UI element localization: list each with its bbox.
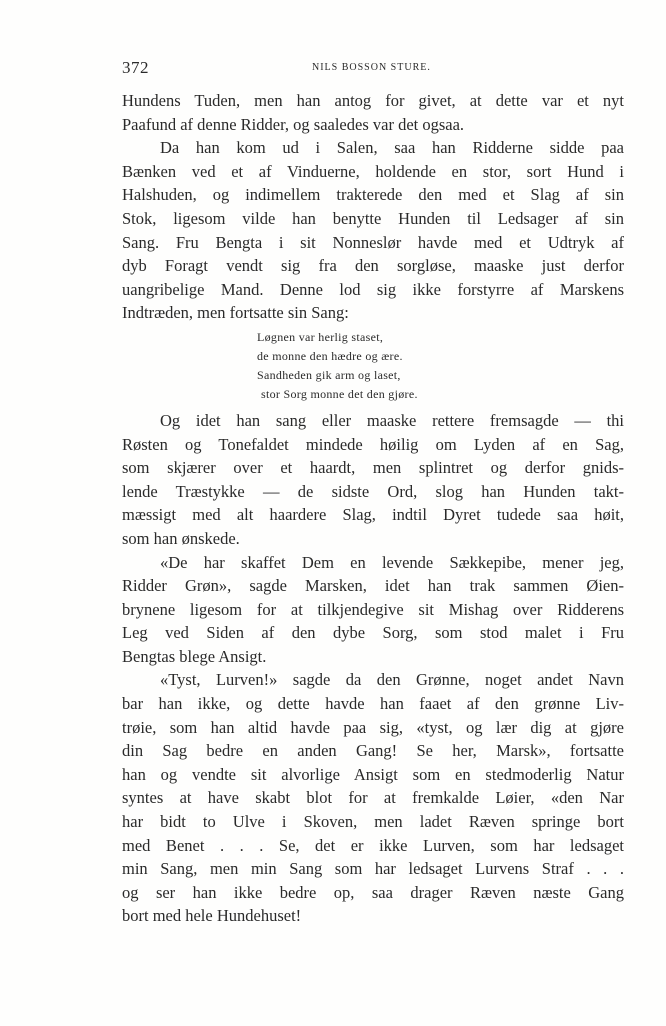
paragraph-4 bbox=[122, 551, 624, 669]
text-line: Leg ved Siden af den dybe Sorg, som stod malet i Fru bbox=[122, 623, 624, 643]
text-line: uangribelige Mand. Denne lod sig ikke forstyrre af Marskens bbox=[122, 279, 624, 299]
text-line: dyb Foragt vendt sig fra den sorgløse, maaske just derfor bbox=[122, 256, 624, 276]
text-line: har bidt to Ulve i Skoven, men ladet Ræven springe bort bbox=[122, 812, 624, 832]
text-line: mæssigt med alt haardere Slag, indtil Dyret tudede saa høit, bbox=[122, 505, 624, 525]
text-line: min Sang, men min Sang som har ledsaget Lurvens Straf . . . bbox=[122, 859, 624, 879]
text-line: bort med hele Hundehuset! bbox=[122, 906, 302, 926]
paragraph-1 bbox=[122, 89, 624, 136]
paragraph-3 bbox=[122, 409, 624, 551]
text-line: Bænken ved et af Vinduerne, holdende en stor, sort Hund i bbox=[122, 161, 624, 181]
text-line: Da han kom ud i Salen, saa han Ridderne sidde paa bbox=[160, 138, 624, 158]
page-header bbox=[122, 58, 624, 82]
verse-line: Sandheden gik arm og laset, bbox=[257, 367, 401, 382]
text-line: som skjærer over et haardt, men splintret og derfor gnids- bbox=[122, 458, 624, 478]
verse-line: stor Sorg monne det den gjøre. bbox=[261, 386, 418, 401]
verse-block bbox=[257, 328, 624, 404]
text-line: lende Træstykke — de sidste Ord, slog han Hunden takt- bbox=[122, 481, 624, 501]
text-line: bar han ikke, og dette havde han faaet af den grønne Liv- bbox=[122, 694, 624, 714]
text-line: «Tyst, Lurven!» sagde da den Grønne, noget andet Navn bbox=[160, 670, 624, 690]
body-text bbox=[122, 89, 624, 928]
text-line: brynene ligesom for at tilkjendegive sit Mishag over Ridderens bbox=[122, 599, 624, 619]
text-line: med Benet . . . Se, det er ikke Lurven, som har ledsaget bbox=[122, 835, 624, 855]
text-line: din Sag bedre en anden Gang! Se her, Marsk», fortsatte bbox=[122, 741, 624, 761]
verse-line: de monne den hædre og ære. bbox=[257, 348, 403, 363]
text-line: «De har skaffet Dem en levende Sækkepibe, mener jeg, bbox=[160, 552, 624, 572]
paragraph-2 bbox=[122, 136, 624, 325]
text-line: Hundens Tuden, men han antog for givet, at dette var et nyt bbox=[122, 91, 624, 110]
text-line: syntes at have skabt blot for at fremkalde Løier, «den Nar bbox=[122, 788, 624, 808]
text-line: som han ønskede. bbox=[122, 528, 240, 548]
text-line: Indtræden, men fortsatte sin Sang: bbox=[122, 303, 349, 323]
text-line: Ridder Grøn», sagde Marsken, idet han trak sammen Øien- bbox=[122, 576, 624, 596]
text-line: Og idet han sang eller maaske rettere fremsagde — thi bbox=[160, 410, 624, 430]
text-line: og ser han ikke bedre op, saa drager Ræven næste Gang bbox=[122, 882, 624, 902]
verse-line: Løgnen var herlig staset, bbox=[257, 329, 384, 344]
running-head: NILS BOSSON STURE. bbox=[312, 62, 431, 73]
text-line: Stok, ligesom vilde han benytte Hunden til Ledsager af sin bbox=[122, 208, 624, 228]
text-line: Røsten og Tonefaldet mindede høilig om Lyden af en Sag, bbox=[122, 434, 624, 454]
text-line: Halshuden, og indimellem trakterede den med et Slag af sin bbox=[122, 185, 624, 205]
text-line: han og vendte sit alvorlige Ansigt som en stedmoderlig Natur bbox=[122, 764, 624, 784]
text-line: trøie, som han altid havde paa sig, «tyst, og lær dig at gjøre bbox=[122, 717, 624, 737]
text-line: Sang. Fru Bengta i sit Nonneslør havde med et Udtryk af bbox=[122, 232, 624, 252]
text-line: Paafund af denne Ridder, og saaledes var det ogsaa. bbox=[122, 114, 465, 134]
text-line: Bengtas blege Ansigt. bbox=[122, 646, 267, 666]
paragraph-5 bbox=[122, 668, 624, 928]
page-number: 372 bbox=[122, 58, 149, 77]
